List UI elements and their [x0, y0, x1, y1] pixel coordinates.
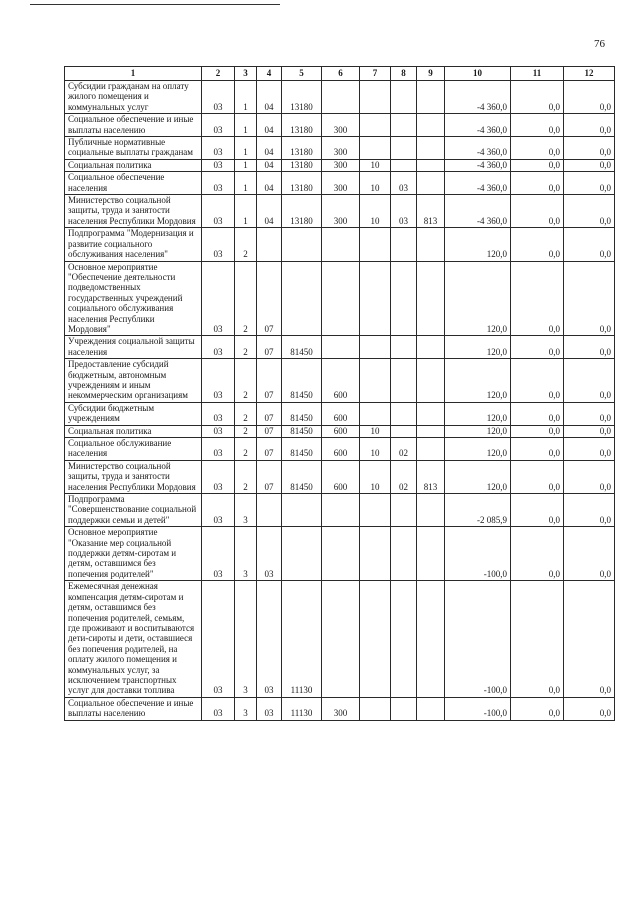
row-name: Учреждения социальной защиты населения	[65, 336, 202, 359]
row-name: Социальная политика	[65, 159, 202, 171]
col-3-cell: 1	[235, 81, 257, 114]
row-name: Публичные нормативные социальные выплаты гражданам	[65, 137, 202, 160]
col-3-cell: 2	[235, 228, 257, 261]
col-5-cell: 81450	[282, 402, 322, 425]
amount-col-10: -100,0	[445, 581, 511, 697]
col-6-cell	[322, 527, 360, 581]
row-name: Социальное обеспечение и иные выплаты населению	[65, 114, 202, 137]
col-6-cell	[322, 494, 360, 527]
col-3-cell: 2	[235, 438, 257, 461]
col-3-cell: 2	[235, 336, 257, 359]
amount-col-11: 0,0	[511, 581, 564, 697]
amount-col-10: 120,0	[445, 359, 511, 403]
amount-col-10: -2 085,9	[445, 494, 511, 527]
col-8-cell	[391, 228, 417, 261]
header-cell: 4	[257, 67, 282, 81]
amount-col-11: 0,0	[511, 336, 564, 359]
col-6-cell	[322, 261, 360, 336]
amount-col-12: 0,0	[564, 114, 615, 137]
amount-col-11: 0,0	[511, 697, 564, 720]
amount-col-12: 0,0	[564, 336, 615, 359]
col-6-cell: 600	[322, 438, 360, 461]
table-row	[65, 261, 615, 336]
col-5-cell	[282, 494, 322, 527]
col-7-cell	[360, 137, 391, 160]
row-name: Основное мероприятие "Оказание мер социальной поддержки детям-сиротам и детям, оставшимся без попечения родителей"	[65, 527, 202, 581]
col-4-cell: 03	[257, 527, 282, 581]
amount-col-12: 0,0	[564, 159, 615, 171]
col-7-cell	[360, 697, 391, 720]
amount-col-10: -4 360,0	[445, 159, 511, 171]
col-8-cell	[391, 527, 417, 581]
col-8-cell: 02	[391, 460, 417, 493]
col-5-cell: 81450	[282, 438, 322, 461]
row-name: Субсидии гражданам на оплату жилого помещения и коммунальных услуг	[65, 81, 202, 114]
amount-col-10: 120,0	[445, 261, 511, 336]
col-6-cell: 600	[322, 402, 360, 425]
amount-col-11: 0,0	[511, 460, 564, 493]
table-row	[65, 81, 615, 114]
col-3-cell: 1	[235, 114, 257, 137]
amount-col-11: 0,0	[511, 114, 564, 137]
col-5-cell	[282, 527, 322, 581]
table-row	[65, 114, 615, 137]
amount-col-12: 0,0	[564, 137, 615, 160]
amount-col-12: 0,0	[564, 172, 615, 195]
amount-col-10: -100,0	[445, 527, 511, 581]
col-5-cell: 81450	[282, 425, 322, 437]
col-6-cell: 600	[322, 425, 360, 437]
col-3-cell: 1	[235, 137, 257, 160]
amount-col-10: -4 360,0	[445, 137, 511, 160]
col-8-cell: 03	[391, 195, 417, 228]
header-cell: 5	[282, 67, 322, 81]
amount-col-11: 0,0	[511, 494, 564, 527]
col-7-cell	[360, 261, 391, 336]
col-2-cell: 03	[202, 81, 235, 114]
col-9-cell	[417, 137, 445, 160]
col-4-cell	[257, 494, 282, 527]
col-6-cell: 300	[322, 195, 360, 228]
table-row	[65, 460, 615, 493]
amount-col-12: 0,0	[564, 359, 615, 403]
col-5-cell: 81450	[282, 336, 322, 359]
col-2-cell: 03	[202, 697, 235, 720]
col-4-cell: 04	[257, 81, 282, 114]
col-9-cell	[417, 425, 445, 437]
col-8-cell	[391, 159, 417, 171]
table-row	[65, 228, 615, 261]
col-3-cell: 2	[235, 425, 257, 437]
table-row	[65, 159, 615, 171]
col-5-cell: 13180	[282, 159, 322, 171]
col-5-cell: 81450	[282, 460, 322, 493]
col-9-cell: 813	[417, 460, 445, 493]
col-8-cell	[391, 81, 417, 114]
col-8-cell	[391, 494, 417, 527]
row-name: Социальное обеспечение населения	[65, 172, 202, 195]
header-cell: 9	[417, 67, 445, 81]
col-7-cell	[360, 359, 391, 403]
col-6-cell: 300	[322, 159, 360, 171]
col-2-cell: 03	[202, 172, 235, 195]
col-4-cell: 07	[257, 261, 282, 336]
col-9-cell	[417, 359, 445, 403]
amount-col-12: 0,0	[564, 494, 615, 527]
amount-col-12: 0,0	[564, 81, 615, 114]
col-3-cell: 3	[235, 527, 257, 581]
row-name: Подпрограмма "Совершенствование социальной поддержки семьи и детей"	[65, 494, 202, 527]
col-6-cell	[322, 81, 360, 114]
col-2-cell: 03	[202, 261, 235, 336]
amount-col-10: -4 360,0	[445, 114, 511, 137]
col-6-cell: 300	[322, 137, 360, 160]
amount-col-10: 120,0	[445, 460, 511, 493]
col-9-cell	[417, 402, 445, 425]
col-7-cell	[360, 527, 391, 581]
col-8-cell	[391, 581, 417, 697]
col-9-cell	[417, 336, 445, 359]
page-number: 76	[594, 38, 605, 50]
amount-col-11: 0,0	[511, 172, 564, 195]
col-6-cell: 300	[322, 114, 360, 137]
table-row	[65, 336, 615, 359]
amount-col-12: 0,0	[564, 438, 615, 461]
col-6-cell: 600	[322, 460, 360, 493]
col-8-cell	[391, 402, 417, 425]
col-3-cell: 2	[235, 359, 257, 403]
row-name: Министерство социальной защиты, труда и занятости населения Республики Мордовия	[65, 460, 202, 493]
col-8-cell	[391, 425, 417, 437]
col-2-cell: 03	[202, 137, 235, 160]
col-7-cell	[360, 114, 391, 137]
col-4-cell: 07	[257, 336, 282, 359]
col-9-cell	[417, 114, 445, 137]
col-4-cell: 03	[257, 697, 282, 720]
col-3-cell: 2	[235, 460, 257, 493]
amount-col-12: 0,0	[564, 581, 615, 697]
header-cell: 11	[511, 67, 564, 81]
amount-col-10: 120,0	[445, 438, 511, 461]
amount-col-12: 0,0	[564, 460, 615, 493]
col-7-cell	[360, 336, 391, 359]
col-3-cell: 3	[235, 494, 257, 527]
col-3-cell: 1	[235, 172, 257, 195]
amount-col-11: 0,0	[511, 137, 564, 160]
amount-col-10: -100,0	[445, 697, 511, 720]
col-2-cell: 03	[202, 438, 235, 461]
col-8-cell	[391, 114, 417, 137]
header-row	[65, 67, 615, 81]
amount-col-12: 0,0	[564, 228, 615, 261]
col-4-cell: 03	[257, 581, 282, 697]
col-8-cell	[391, 137, 417, 160]
row-name: Социальное обеспечение и иные выплаты населению	[65, 697, 202, 720]
amount-col-10: 120,0	[445, 402, 511, 425]
table-row	[65, 359, 615, 403]
col-9-cell: 813	[417, 195, 445, 228]
amount-col-10: 120,0	[445, 336, 511, 359]
col-9-cell	[417, 527, 445, 581]
col-8-cell	[391, 336, 417, 359]
col-9-cell	[417, 81, 445, 114]
amount-col-11: 0,0	[511, 159, 564, 171]
col-6-cell: 600	[322, 359, 360, 403]
amount-col-12: 0,0	[564, 425, 615, 437]
col-7-cell: 10	[360, 172, 391, 195]
row-name: Министерство социальной защиты, труда и занятости населения Республики Мордовия	[65, 195, 202, 228]
col-5-cell: 13180	[282, 114, 322, 137]
header-cell: 3	[235, 67, 257, 81]
col-2-cell: 03	[202, 336, 235, 359]
row-name: Социальная политика	[65, 425, 202, 437]
table-row	[65, 402, 615, 425]
col-2-cell: 03	[202, 228, 235, 261]
col-2-cell: 03	[202, 114, 235, 137]
col-6-cell: 300	[322, 697, 360, 720]
amount-col-10: -4 360,0	[445, 81, 511, 114]
amount-col-11: 0,0	[511, 228, 564, 261]
col-9-cell	[417, 697, 445, 720]
col-9-cell	[417, 494, 445, 527]
col-3-cell: 2	[235, 402, 257, 425]
col-9-cell	[417, 172, 445, 195]
row-name: Ежемесячная денежная компенсация детям-сиротам и детям, оставшимся без попечения родителей, семьям, где проживают и воспитываются дети-сироты и дети, оставшиеся без попечения родителей, на оплату жилого помещения и коммунальных услуг, за исключением транспортных услуг для доставки топлива	[65, 581, 202, 697]
amount-col-12: 0,0	[564, 261, 615, 336]
row-name: Субсидии бюджетным учреждениям	[65, 402, 202, 425]
col-4-cell: 07	[257, 438, 282, 461]
col-2-cell: 03	[202, 402, 235, 425]
col-5-cell: 11130	[282, 697, 322, 720]
header-cell: 7	[360, 67, 391, 81]
col-7-cell	[360, 228, 391, 261]
col-6-cell	[322, 228, 360, 261]
table-row	[65, 172, 615, 195]
amount-col-11: 0,0	[511, 527, 564, 581]
col-8-cell: 03	[391, 172, 417, 195]
col-4-cell: 04	[257, 114, 282, 137]
col-3-cell: 1	[235, 195, 257, 228]
amount-col-11: 0,0	[511, 195, 564, 228]
col-5-cell: 13180	[282, 172, 322, 195]
amount-col-11: 0,0	[511, 425, 564, 437]
header-cell: 10	[445, 67, 511, 81]
table-row	[65, 527, 615, 581]
col-2-cell: 03	[202, 494, 235, 527]
col-7-cell: 10	[360, 438, 391, 461]
col-5-cell: 13180	[282, 81, 322, 114]
col-7-cell	[360, 402, 391, 425]
col-8-cell	[391, 697, 417, 720]
table-row	[65, 438, 615, 461]
amount-col-10: -4 360,0	[445, 172, 511, 195]
col-7-cell: 10	[360, 195, 391, 228]
col-7-cell: 10	[360, 159, 391, 171]
col-5-cell: 11130	[282, 581, 322, 697]
table-row	[65, 697, 615, 720]
col-5-cell	[282, 261, 322, 336]
col-4-cell: 07	[257, 460, 282, 493]
amount-col-11: 0,0	[511, 261, 564, 336]
amount-col-12: 0,0	[564, 402, 615, 425]
col-4-cell	[257, 228, 282, 261]
col-5-cell	[282, 228, 322, 261]
col-7-cell	[360, 494, 391, 527]
table-row	[65, 425, 615, 437]
col-4-cell: 04	[257, 195, 282, 228]
col-9-cell	[417, 261, 445, 336]
col-5-cell: 81450	[282, 359, 322, 403]
col-7-cell: 10	[360, 425, 391, 437]
col-6-cell	[322, 336, 360, 359]
amount-col-11: 0,0	[511, 81, 564, 114]
top-rule-line	[30, 4, 280, 5]
table-row	[65, 137, 615, 160]
col-3-cell: 1	[235, 159, 257, 171]
col-7-cell: 10	[360, 460, 391, 493]
row-name: Основное мероприятие "Обеспечение деятельности подведомственных государственных учреждений социального обслуживания населения Республики Мордовия"	[65, 261, 202, 336]
row-name: Предоставление субсидий бюджетным, автономным учреждениям и иным некоммерческим организациям	[65, 359, 202, 403]
col-2-cell: 03	[202, 527, 235, 581]
col-3-cell: 2	[235, 261, 257, 336]
amount-col-12: 0,0	[564, 195, 615, 228]
col-2-cell: 03	[202, 359, 235, 403]
col-2-cell: 03	[202, 195, 235, 228]
col-4-cell: 04	[257, 159, 282, 171]
amount-col-12: 0,0	[564, 527, 615, 581]
col-9-cell	[417, 581, 445, 697]
amount-col-11: 0,0	[511, 359, 564, 403]
col-5-cell: 13180	[282, 137, 322, 160]
amount-col-11: 0,0	[511, 402, 564, 425]
col-8-cell	[391, 359, 417, 403]
col-9-cell	[417, 228, 445, 261]
col-2-cell: 03	[202, 425, 235, 437]
col-9-cell	[417, 438, 445, 461]
col-4-cell: 04	[257, 137, 282, 160]
header-cell: 1	[65, 67, 202, 81]
budget-table	[64, 66, 615, 721]
col-4-cell: 07	[257, 359, 282, 403]
col-7-cell	[360, 81, 391, 114]
table-row	[65, 581, 615, 697]
header-cell: 8	[391, 67, 417, 81]
col-6-cell	[322, 581, 360, 697]
table-row	[65, 494, 615, 527]
col-4-cell: 04	[257, 172, 282, 195]
header-cell: 6	[322, 67, 360, 81]
col-8-cell	[391, 261, 417, 336]
amount-col-11: 0,0	[511, 438, 564, 461]
col-2-cell: 03	[202, 581, 235, 697]
col-3-cell: 3	[235, 581, 257, 697]
table-row	[65, 195, 615, 228]
col-7-cell	[360, 581, 391, 697]
col-2-cell: 03	[202, 159, 235, 171]
col-9-cell	[417, 159, 445, 171]
amount-col-10: -4 360,0	[445, 195, 511, 228]
col-4-cell: 07	[257, 402, 282, 425]
amount-col-12: 0,0	[564, 697, 615, 720]
amount-col-10: 120,0	[445, 425, 511, 437]
header-cell: 2	[202, 67, 235, 81]
col-5-cell: 13180	[282, 195, 322, 228]
col-8-cell: 02	[391, 438, 417, 461]
col-2-cell: 03	[202, 460, 235, 493]
row-name: Подпрограмма "Модернизация и развитие социального обслуживания населения"	[65, 228, 202, 261]
col-6-cell: 300	[322, 172, 360, 195]
amount-col-10: 120,0	[445, 228, 511, 261]
col-4-cell: 07	[257, 425, 282, 437]
col-3-cell: 3	[235, 697, 257, 720]
header-cell: 12	[564, 67, 615, 81]
row-name: Социальное обслуживание населения	[65, 438, 202, 461]
